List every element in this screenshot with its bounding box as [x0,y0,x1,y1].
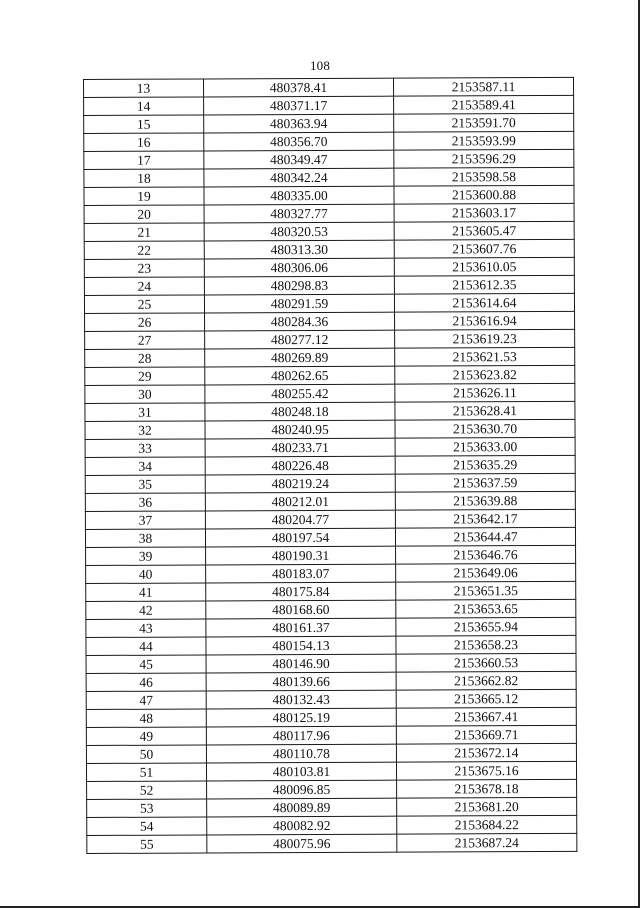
table-row [86,725,576,745]
x-coordinate-cell: 480262.65 [205,366,395,385]
point-number-cell: 31 [85,403,205,422]
table-row [86,617,576,637]
point-number-cell: 29 [85,367,205,386]
table-row [86,563,576,583]
point-number-cell: 13 [84,79,204,98]
table-row [86,671,576,691]
y-coordinate-cell: 2153681.20 [397,797,577,816]
point-number-cell: 43 [86,619,206,638]
table-row [86,743,576,763]
table-row [85,455,575,475]
point-number-cell: 27 [85,331,205,350]
y-coordinate-cell: 2153605.47 [394,221,574,240]
x-coordinate-cell: 480175.84 [206,582,396,601]
point-number-cell: 34 [85,457,205,476]
x-coordinate-cell: 480125.19 [206,708,396,727]
table-row [84,77,574,97]
y-coordinate-cell: 2153651.35 [396,581,576,600]
y-coordinate-cell: 2153587.11 [393,77,573,96]
y-coordinate-cell: 2153660.53 [396,653,576,672]
point-number-cell: 48 [86,709,206,728]
table-row [86,599,576,619]
x-coordinate-cell: 480277.12 [205,330,395,349]
x-coordinate-cell: 480291.59 [204,294,394,313]
table-row [84,293,574,313]
y-coordinate-cell: 2153610.05 [394,257,574,276]
y-coordinate-cell: 2153635.29 [395,455,575,474]
point-number-cell: 18 [84,169,204,188]
table-row [84,95,574,115]
point-number-cell: 21 [84,223,204,242]
x-coordinate-cell: 480146.90 [206,654,396,673]
point-number-cell: 54 [87,817,207,836]
y-coordinate-cell: 2153662.82 [396,671,576,690]
point-number-cell: 49 [86,727,206,746]
y-coordinate-cell: 2153598.58 [394,167,574,186]
point-number-cell: 15 [84,115,204,134]
table-row [85,401,575,421]
y-coordinate-cell: 2153628.41 [395,401,575,420]
x-coordinate-cell: 480212.01 [205,492,395,511]
table-row [86,545,576,565]
x-coordinate-cell: 480240.95 [205,420,395,439]
table-row [84,113,574,133]
x-coordinate-cell: 480161.37 [206,618,396,637]
y-coordinate-cell: 2153593.99 [394,131,574,150]
x-coordinate-cell: 480378.41 [204,78,394,97]
x-coordinate-cell: 480103.81 [206,762,396,781]
x-coordinate-cell: 480226.48 [205,456,395,475]
y-coordinate-cell: 2153678.18 [397,779,577,798]
x-coordinate-cell: 480233.71 [205,438,395,457]
y-coordinate-cell: 2153684.22 [397,815,577,834]
table-row [84,221,574,241]
y-coordinate-cell: 2153655.94 [396,617,576,636]
x-coordinate-cell: 480306.06 [204,258,394,277]
table-row [84,131,574,151]
point-number-cell: 25 [84,295,204,314]
x-coordinate-cell: 480363.94 [204,114,394,133]
y-coordinate-cell: 2153619.23 [395,329,575,348]
x-coordinate-cell: 480342.24 [204,168,394,187]
point-number-cell: 37 [85,511,205,530]
table-row [84,239,574,259]
point-number-cell: 35 [85,475,205,494]
x-coordinate-cell: 480327.77 [204,204,394,223]
y-coordinate-cell: 2153600.88 [394,185,574,204]
y-coordinate-cell: 2153642.17 [395,509,575,528]
y-coordinate-cell: 2153596.29 [394,149,574,168]
y-coordinate-cell: 2153621.53 [395,347,575,366]
table-row [85,311,575,331]
table-row [86,581,576,601]
point-number-cell: 14 [84,97,204,116]
y-coordinate-cell: 2153623.82 [395,365,575,384]
point-number-cell: 44 [86,637,206,656]
page-number: 108 [309,58,331,73]
x-coordinate-cell: 480096.85 [207,780,397,799]
table-row [85,383,575,403]
x-coordinate-cell: 480204.77 [205,510,395,529]
coordinates-table-container [83,79,573,854]
x-coordinate-cell: 480248.18 [205,402,395,421]
point-number-cell: 23 [84,259,204,278]
table-row [85,491,575,511]
x-coordinate-cell: 480075.96 [207,834,397,853]
x-coordinate-cell: 480197.54 [205,528,395,547]
point-number-cell: 38 [85,529,205,548]
x-coordinate-cell: 480089.89 [207,798,397,817]
table-row [86,707,576,727]
point-number-cell: 17 [84,151,204,170]
point-number-cell: 20 [84,205,204,224]
point-number-cell: 26 [85,313,205,332]
point-number-cell: 46 [86,673,206,692]
x-coordinate-cell: 480190.31 [206,546,396,565]
y-coordinate-cell: 2153646.76 [396,545,576,564]
y-coordinate-cell: 2153633.00 [395,437,575,456]
x-coordinate-cell: 480298.83 [204,276,394,295]
table-row [86,635,576,655]
y-coordinate-cell: 2153630.70 [395,419,575,438]
point-number-cell: 33 [85,439,205,458]
point-number-cell: 41 [86,583,206,602]
x-coordinate-cell: 480132.43 [206,690,396,709]
y-coordinate-cell: 2153591.70 [394,113,574,132]
table-row [84,203,574,223]
y-coordinate-cell: 2153616.94 [395,311,575,330]
y-coordinate-cell: 2153607.76 [394,239,574,258]
table-row [85,419,575,439]
point-number-cell: 36 [85,493,205,512]
table-row [84,275,574,295]
point-number-cell: 32 [85,421,205,440]
y-coordinate-cell: 2153644.47 [395,527,575,546]
table-row [87,833,577,853]
point-number-cell: 51 [86,763,206,782]
table-row [84,185,574,205]
table-row [84,167,574,187]
y-coordinate-cell: 2153589.41 [394,95,574,114]
point-number-cell: 28 [85,349,205,368]
table-row [85,329,575,349]
point-number-cell: 42 [86,601,206,620]
x-coordinate-cell: 480349.47 [204,150,394,169]
point-number-cell: 39 [86,547,206,566]
table-row [85,473,575,493]
y-coordinate-cell: 2153658.23 [396,635,576,654]
y-coordinate-cell: 2153637.59 [395,473,575,492]
x-coordinate-cell: 480110.78 [206,744,396,763]
table-row [85,365,575,385]
x-coordinate-cell: 480082.92 [207,816,397,835]
table-row [85,527,575,547]
point-number-cell: 24 [84,277,204,296]
point-number-cell: 55 [87,835,207,854]
x-coordinate-cell: 480269.89 [205,348,395,367]
table-row [85,509,575,529]
x-coordinate-cell: 480284.36 [205,312,395,331]
y-coordinate-cell: 2153614.64 [394,293,574,312]
y-coordinate-cell: 2153675.16 [396,761,576,780]
point-number-cell: 40 [86,565,206,584]
coordinates-table-body [84,77,577,853]
point-number-cell: 52 [87,781,207,800]
table-row [87,815,577,835]
y-coordinate-cell: 2153672.14 [396,743,576,762]
point-number-cell: 53 [87,799,207,818]
table-row [84,149,574,169]
x-coordinate-cell: 480371.17 [204,96,394,115]
x-coordinate-cell: 480139.66 [206,672,396,691]
point-number-cell: 50 [86,745,206,764]
y-coordinate-cell: 2153665.12 [396,689,576,708]
y-coordinate-cell: 2153687.24 [397,833,577,852]
y-coordinate-cell: 2153626.11 [395,383,575,402]
table-row [87,797,577,817]
point-number-cell: 22 [84,241,204,260]
table-row [85,437,575,457]
x-coordinate-cell: 480356.70 [204,132,394,151]
x-coordinate-cell: 480183.07 [206,564,396,583]
x-coordinate-cell: 480219.24 [205,474,395,493]
x-coordinate-cell: 480117.96 [206,726,396,745]
y-coordinate-cell: 2153669.71 [396,725,576,744]
x-coordinate-cell: 480168.60 [206,600,396,619]
y-coordinate-cell: 2153649.06 [396,563,576,582]
point-number-cell: 19 [84,187,204,206]
x-coordinate-cell: 480255.42 [205,384,395,403]
table-row [86,689,576,709]
x-coordinate-cell: 480335.00 [204,186,394,205]
point-number-cell: 47 [86,691,206,710]
table-row [85,347,575,367]
x-coordinate-cell: 480320.53 [204,222,394,241]
y-coordinate-cell: 2153612.35 [394,275,574,294]
y-coordinate-cell: 2153603.17 [394,203,574,222]
y-coordinate-cell: 2153639.88 [395,491,575,510]
x-coordinate-cell: 480313.30 [204,240,394,259]
point-number-cell: 30 [85,385,205,404]
table-row [86,761,576,781]
y-coordinate-cell: 2153667.41 [396,707,576,726]
table-row [86,653,576,673]
table-row [87,779,577,799]
y-coordinate-cell: 2153653.65 [396,599,576,618]
point-number-cell: 16 [84,133,204,152]
point-number-cell: 45 [86,655,206,674]
table-row [84,257,574,277]
coordinates-table [83,77,577,854]
x-coordinate-cell: 480154.13 [206,636,396,655]
